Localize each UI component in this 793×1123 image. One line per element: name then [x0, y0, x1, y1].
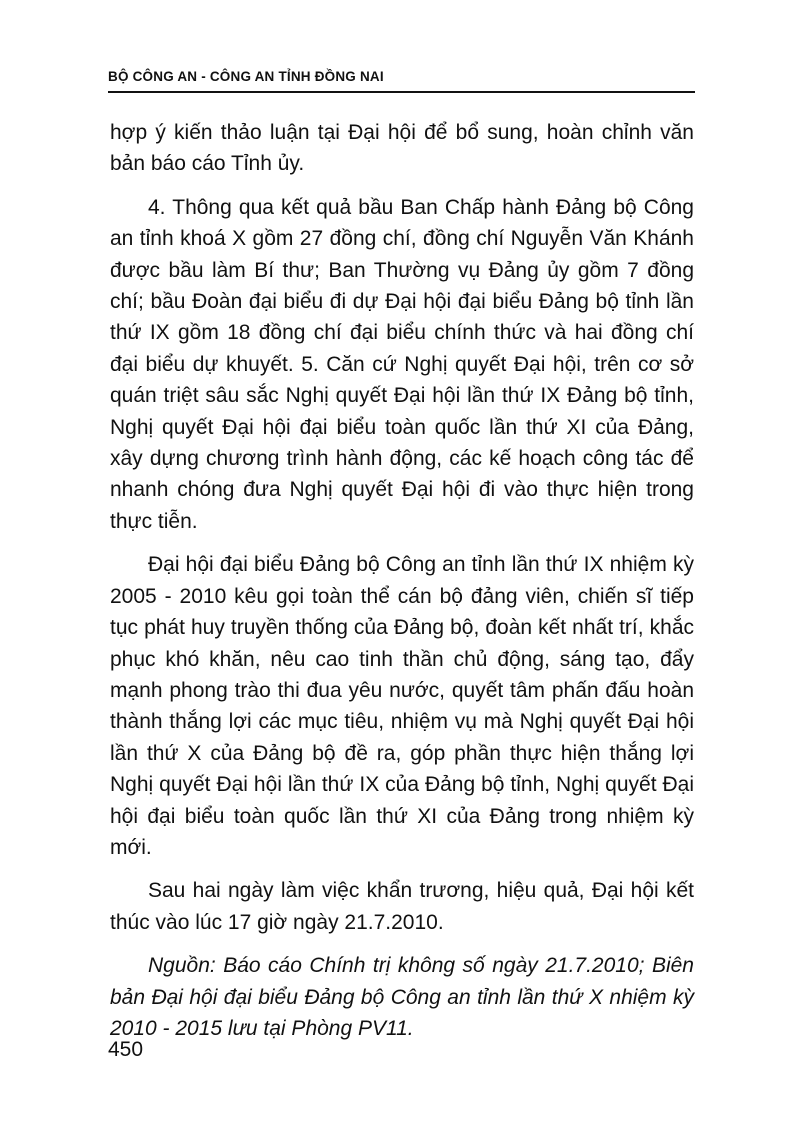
page-number: 450	[108, 1038, 144, 1061]
running-header: BỘ CÔNG AN - CÔNG AN TỈNH ĐỒNG NAI	[108, 69, 384, 84]
body-text	[110, 117, 694, 1044]
paragraph-item-4: 4. Thông qua kết quả bầu Ban Chấp hành Đảng bộ Công an tỉnh khoá X gồm 27 đồng chí, đồng chí Nguyễn Văn Khánh được bầu làm Bí thư; Ban Thường vụ Đảng ủy gồm 7 đồng chí; bầu Đoàn đại biểu đi dự Đại hội đại biểu Đảng bộ tỉnh lần thứ IX gồm 18 đồng chí đại biểu chính thức và hai đồng chí đại biểu dự khuyết. 5. Căn cứ Nghị quyết Đại hội, trên cơ sở quán triệt sâu sắc Nghị quyết Đại hội lần thứ IX Đảng bộ tỉnh, Nghị quyết Đại hội đại biểu toàn quốc lần thứ XI của Đảng, xây dựng chương trình hành động, các kế hoạch công tác để nhanh chóng đưa Nghị quyết Đại hội đi vào thực hiện trong thực tiễn.	[110, 195, 694, 533]
header-divider	[108, 91, 695, 93]
source-note: Nguồn: Báo cáo Chính trị không số ngày 21.7.2010; Biên bản Đại hội đại biểu Đảng bộ Công an tỉnh lần thứ X nhiệm kỳ 2010 - 2015 lưu tại Phòng PV11.	[110, 954, 694, 1040]
paragraph-continuation: hợp ý kiến thảo luận tại Đại hội để bổ sung, hoàn chỉnh văn bản báo cáo Tỉnh ủy.	[110, 121, 694, 176]
paragraph-closing: Sau hai ngày làm việc khẩn trương, hiệu quả, Đại hội kết thúc vào lúc 17 giờ ngày 21.7.2010.	[110, 879, 694, 934]
paragraph-appeal: Đại hội đại biểu Đảng bộ Công an tỉnh lần thứ IX nhiệm kỳ 2005 - 2010 kêu gọi toàn thể cán bộ đảng viên, chiến sĩ tiếp tục phát huy truyền thống của Đảng bộ, đoàn kết nhất trí, khắc phục khó khăn, nêu cao tinh thần chủ động, sáng tạo, đẩy mạnh phong trào thi đua yêu nước, quyết tâm phấn đấu hoàn thành thắng lợi các mục tiêu, nhiệm vụ mà Nghị quyết Đại hội lần thứ X của Đảng bộ đề ra, góp phần thực hiện thắng lợi Nghị quyết Đại hội lần thứ IX của Đảng bộ tỉnh, Nghị quyết Đại hội đại biểu toàn quốc lần thứ XI của Đảng trong nhiệm kỳ mới.	[110, 553, 694, 859]
